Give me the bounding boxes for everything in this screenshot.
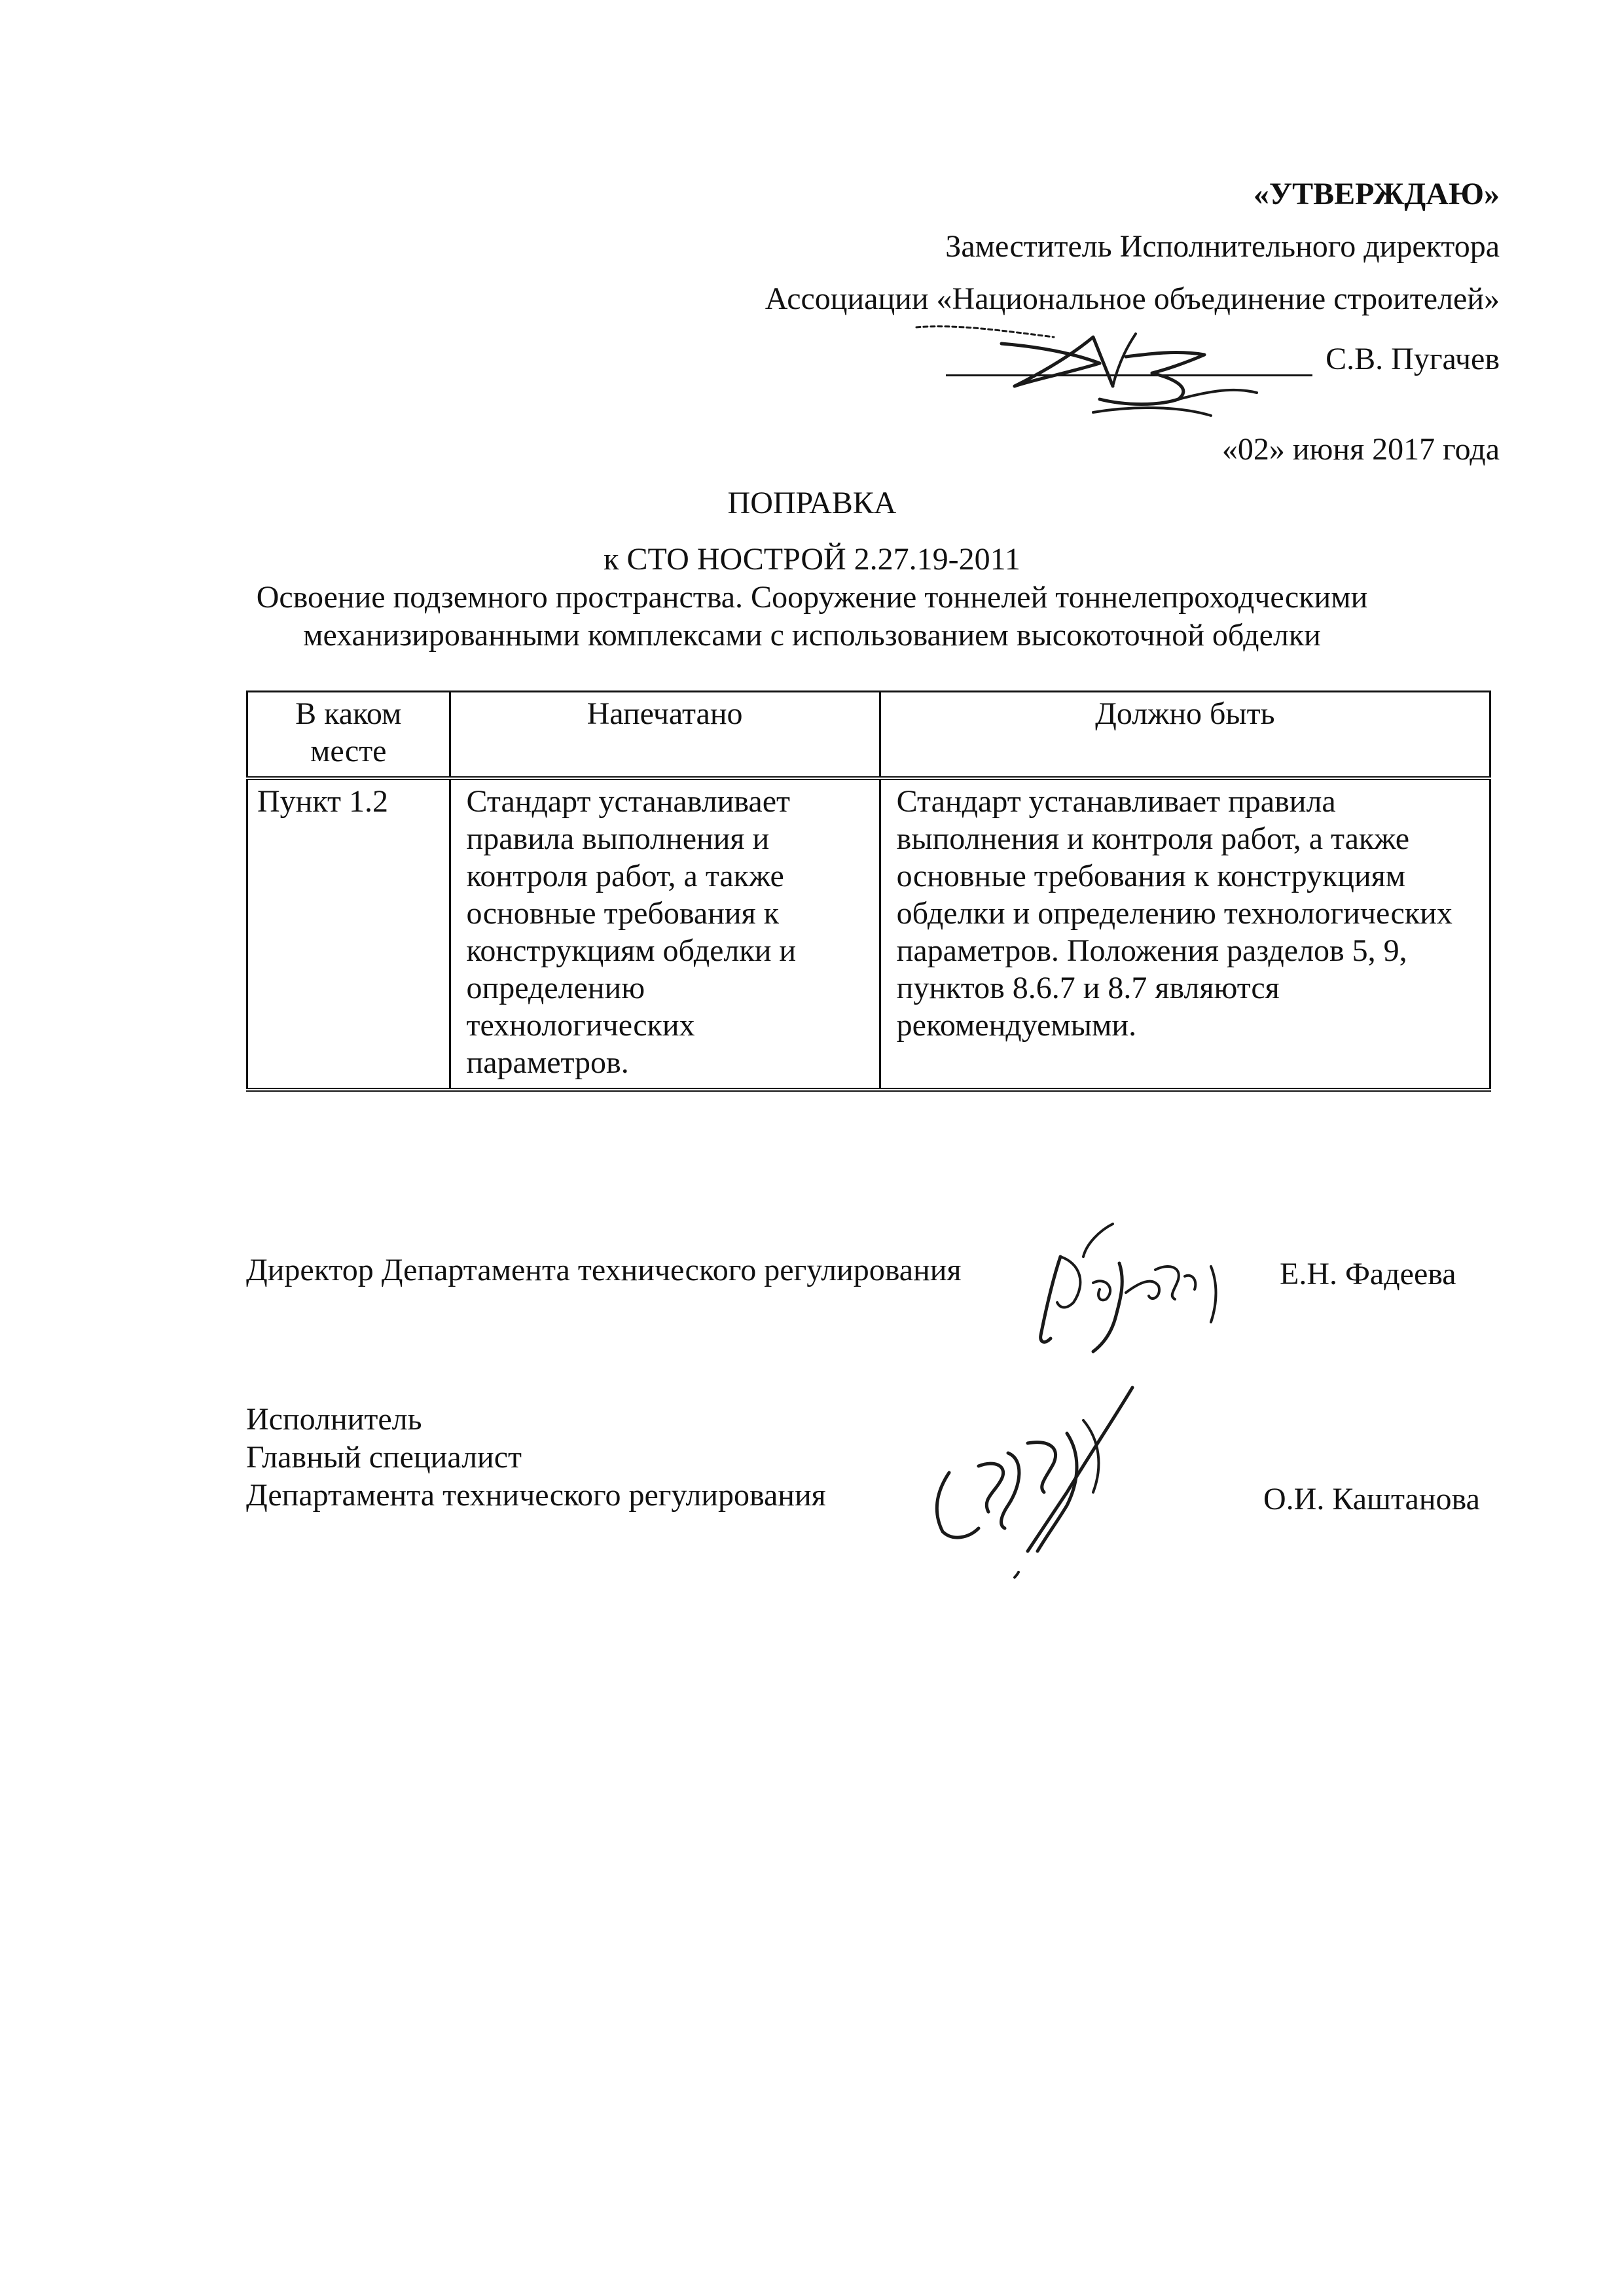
header-should-be: Должно быть <box>880 692 1490 779</box>
executor-label: Исполнитель <box>246 1402 422 1437</box>
approval-date: «02» июня 2017 года <box>1221 432 1500 467</box>
executor-signature-image <box>916 1381 1152 1577</box>
document-description-line2: механизированными комплексами с использованием высокоточной обделки <box>303 618 1321 653</box>
table-header-row <box>247 692 1490 779</box>
cell-place: Пункт 1.2 <box>247 778 450 1090</box>
director-name: Е.Н. Фадеева <box>1280 1257 1456 1291</box>
document-description-line1: Освоение подземного пространства. Сооружение тоннелей тоннелепроходческими <box>256 580 1368 615</box>
director-title: Директор Департамента технического регулирования <box>246 1253 962 1287</box>
document-subtitle: к СТО НОСТРОЙ 2.27.19-2011 <box>604 542 1020 577</box>
cell-printed: Стандарт устанавливает правила выполнения и контроля работ, а также основные требования к конструкциям обделки и определению технологических параметров. <box>450 778 880 1090</box>
amendment-table <box>246 691 1491 1092</box>
approval-position-line2: Ассоциации «Национальное объединение строителей» <box>765 281 1500 316</box>
approval-signature-image <box>903 308 1296 439</box>
header-place: В каком месте <box>247 692 450 779</box>
executor-position-line2: Департамента технического регулирования <box>246 1478 826 1513</box>
executor-position-line1: Главный специалист <box>246 1440 522 1475</box>
cell-should-be: Стандарт устанавливает правила выполнения и контроля работ, а также основные требования к конструкциям обделки и определению технологических параметров. Положения разделов 5, 9, пунктов 8.6.7 и 8.7 являются рекомендуемыми. <box>880 778 1490 1090</box>
approval-title: «УТВЕРЖДАЮ» <box>1253 177 1500 211</box>
table-row <box>247 778 1490 1090</box>
approval-position-line1: Заместитель Исполнительного директора <box>945 229 1500 264</box>
approval-signer-name: С.В. Пугачев <box>1326 342 1500 376</box>
director-signature-image <box>1021 1211 1270 1374</box>
header-printed: Напечатано <box>450 692 880 779</box>
document-title: ПОПРАВКА <box>727 486 897 520</box>
executor-name: О.И. Каштанова <box>1263 1482 1480 1516</box>
